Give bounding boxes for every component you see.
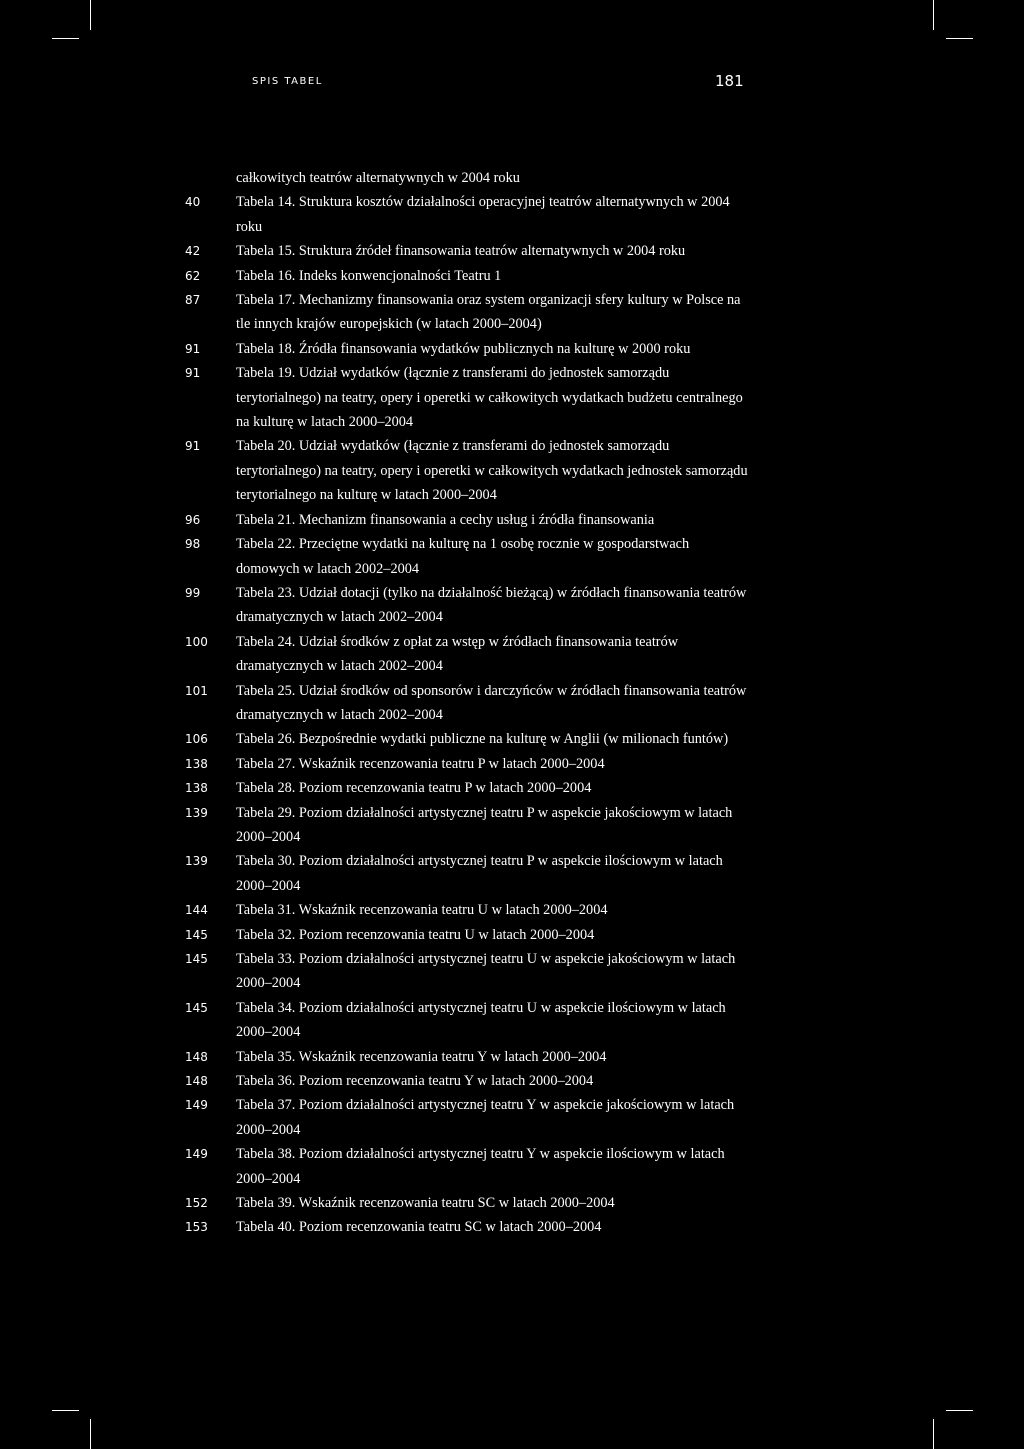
list-item [185,434,755,507]
entry-page-number: 145 [185,1000,208,1015]
entry-page-number: 152 [185,1196,208,1211]
list-item [185,898,755,922]
entry-page-number: 99 [185,585,201,600]
entry-title: Tabela 39. Wskaźnik recenzowania teatru SC w latach 2000–2004 [236,1195,615,1212]
entry-page-number: 62 [185,268,201,283]
list-item [185,288,755,337]
list-item [185,264,755,288]
entry-title: Tabela 27. Wskaźnik recenzowania teatru P w latach 2000–2004 [236,755,605,772]
list-item [185,361,755,434]
entry-title: Tabela 29. Poziom działalności artystycznej teatru P w aspekcie jakościowym w latach 2000–2004 [236,804,733,845]
crop-mark-bottom-right-vertical [933,1419,934,1449]
crop-mark-bottom-left-horizontal [52,1410,79,1411]
entry-page-number: 138 [185,781,208,796]
entry-page-number: 145 [185,952,208,966]
entry-title: Tabela 25. Udział środków od sponsorów i darczyńców w źródłach finansowania teatrów dramatycznych w latach 2002–2004 [236,682,747,723]
entry-title: Tabela 34. Poziom działalności artystycznej teatru U w aspekcie ilościowym w latach 2000–2004 [236,999,726,1041]
crop-mark-top-right-horizontal [946,38,973,39]
entry-page-number: 138 [185,756,208,771]
entry-page-number: 139 [185,805,208,820]
entry-page-number: 87 [185,293,201,308]
entry-page-number: 42 [185,244,201,259]
entry-title: Tabela 30. Poziom działalności artystycznej teatru P w aspekcie ilościowym w latach 2000–2004 [236,853,723,894]
list-item [185,581,755,630]
list-item [185,190,755,239]
list-item [185,776,755,800]
list-item [185,1069,755,1093]
list-item [185,1191,755,1215]
entry-page-number: 98 [185,537,201,552]
list-item [185,801,755,850]
entry-title: Tabela 16. Indeks konwencjonalności Teatru 1 [236,267,502,284]
entry-title: Tabela 21. Mechanizm finansowania a cechy usług i źródła finansowania [236,511,655,528]
entry-page-number: 100 [185,634,208,649]
entry-title: Tabela 18. Źródła finansowania wydatków publicznych na kulturę w 2000 roku [236,340,691,357]
entry-page-number: 149 [185,1098,208,1113]
entry-title: Tabela 17. Mechanizmy finansowania oraz system organizacji sfery kultury w Polsce na tle innych krajów europejskich (w latach 2000–2004) [236,292,741,333]
running-head: SPIS TABEL [252,76,323,87]
list-item [185,923,755,947]
entry-page-number: 91 [185,366,201,381]
list-item [185,508,755,532]
list-item [185,1093,755,1142]
entry-title: całkowitych teatrów alternatywnych w 2004 roku [236,170,520,186]
entry-page-number: 148 [185,1049,208,1064]
entry-title: Tabela 24. Udział środków z opłat za wstęp w źródłach finansowania teatrów dramatycznych w latach 2002–2004 [236,633,679,675]
list-item [185,727,755,751]
list-item [185,849,755,898]
entry-title: Tabela 23. Udział dotacji (tylko na działalność bieżącą) w źródłach finansowania teatrów dramatycznych w latach 2002–2004 [236,584,747,626]
entry-title: Tabela 28. Poziom recenzowania teatru P w latach 2000–2004 [236,780,592,797]
crop-mark-bottom-right-horizontal [946,1410,973,1411]
entry-page-number: 101 [185,683,208,698]
list-item [185,679,755,728]
crop-mark-top-right-vertical [933,0,934,30]
list-item [185,1045,755,1069]
entry-page-number: 91 [185,439,201,454]
entry-title: Tabela 38. Poziom działalności artystycznej teatru Y w aspekcie ilościowym w latach 2000–2004 [236,1146,725,1187]
entry-page-number: 91 [185,341,201,356]
entry-title: Tabela 40. Poziom recenzowania teatru SC w latach 2000–2004 [236,1219,602,1236]
table-list [185,166,755,1240]
list-item [185,752,755,776]
crop-mark-top-left-vertical [90,0,91,30]
list-item [185,1215,755,1239]
list-item [185,630,755,679]
entry-title: Tabela 31. Wskaźnik recenzowania teatru U w latach 2000–2004 [236,902,608,919]
entry-page-number: 149 [185,1147,208,1162]
entry-page-number: 148 [185,1074,208,1089]
list-item [185,239,755,263]
entry-title: Tabela 32. Poziom recenzowania teatru U w latach 2000–2004 [236,926,595,943]
list-item [185,337,755,361]
entry-title: Tabela 35. Wskaźnik recenzowania teatru Y w latach 2000–2004 [236,1048,607,1065]
entry-title: Tabela 36. Poziom recenzowania teatru Y w latach 2000–2004 [236,1073,594,1090]
page-number: 181 [715,72,744,90]
entry-page-number: 96 [185,512,201,527]
entry-title: Tabela 33. Poziom działalności artystycznej teatru U w aspekcie jakościowym w latach 2000–2004 [236,951,736,992]
entry-page-number: 139 [185,854,208,869]
entry-title: Tabela 37. Poziom działalności artystycznej teatru Y w aspekcie jakościowym w latach 2000–2004 [236,1097,735,1138]
list-item [185,1142,755,1191]
entry-title: Tabela 19. Udział wydatków (łącznie z transferami do jednostek samorządu terytorialnego) na teatry, opery i operetki w całkowitych wydatkach budżetu centralnego na kulturę w latach 2000–2004 [236,365,743,431]
list-item [185,947,755,996]
entry-title: Tabela 22. Przeciętne wydatki na kulturę na 1 osobę rocznie w gospodarstwach domowych w latach 2002–2004 [236,536,690,577]
entry-page-number: 145 [185,927,208,942]
list-item [185,166,755,190]
entry-title: Tabela 14. Struktura kosztów działalności operacyjnej teatrów alternatywnych w 2004 roku [236,194,730,235]
entry-title: Tabela 15. Struktura źródeł finansowania teatrów alternatywnych w 2004 roku [236,243,686,260]
entry-page-number: 144 [185,903,208,918]
crop-mark-top-left-horizontal [52,38,79,39]
entry-page-number: 40 [185,195,201,210]
entry-title: Tabela 20. Udział wydatków (łącznie z transferami do jednostek samorządu terytorialnego) na teatry, opery i operetki w całkowitych wydatkach jednostek samorządu terytorialnego na kulturę w latach 2000–2004 [236,438,748,504]
crop-mark-bottom-left-vertical [90,1419,91,1449]
entry-page-number: 153 [185,1220,208,1235]
entry-page-number: 106 [185,732,208,747]
list-item [185,996,755,1045]
list-item [185,532,755,581]
entry-title: Tabela 26. Bezpośrednie wydatki publiczne na kulturę w Anglii (w milionach funtów) [236,731,729,748]
